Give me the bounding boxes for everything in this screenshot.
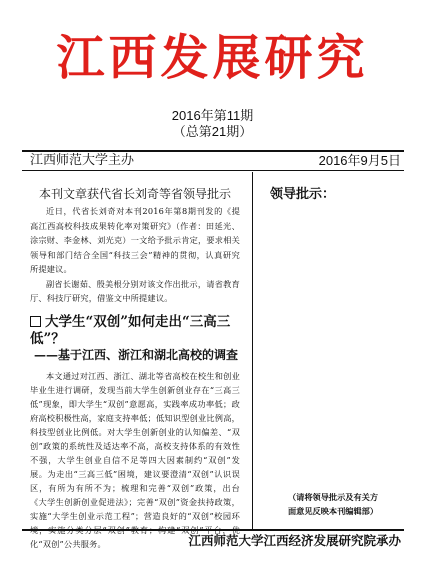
notice-paragraph-2: 副省长谢茹、殷美根分别对该文作出批示，请省教育厅、科技厅研究，借鉴文中所提建议。 <box>30 278 240 303</box>
checkbox-square-icon <box>30 316 41 327</box>
masthead-title: 江西发展研究 <box>56 30 369 86</box>
leader-instruction-title: 领导批示： <box>270 187 336 202</box>
notice-heading: 本刊文章获代省长刘奇等省领导批示 <box>38 187 231 201</box>
footer-rule <box>22 529 404 531</box>
footer-organizer: 江西师范大学江西经济发展研究院承办 <box>188 533 401 548</box>
note-line-2: 面意见反映本刊编辑部） <box>287 506 379 516</box>
article-subtitle: ——基于江西、浙江和湖北高校的调查 <box>34 347 239 362</box>
article-body: 本文通过对江西、浙江、湖北等省高校在校生和创业毕业生进行调研，发现当前大学生创新创业存在“三高三低”现象，即大学生“双创”意愿高，实践率成功率低；政府高校积极性高，家庭支持率低；低知识型创业比例高，科技型创业比例低。对大学生创新创业的认知偏差、“双创”政策的系统性及适达率不高，高校支持体系的有效性不强，大学生创业自信不足等四大因素制约“双创”发展。为走出“三高三低”困境，建议要澄清“双创”认识误区，有所为有所不为；梳理和完善“双创”政策，出台《大学生创新创业促进法》；完善“双创”资金扶持政策，实施“大学生创业示范工程”；营造良好的“双创”校园环 化“双创”公共服务。 <box>30 370 240 549</box>
article-title <box>30 314 240 348</box>
header-rule-bottom <box>22 170 404 171</box>
column-divider <box>252 172 253 529</box>
leader-instruction-column <box>262 178 404 526</box>
publication-date: 2016年9月5日 <box>318 153 401 168</box>
article-title-text: 大学生“双创”如何走出“三高三低”？ <box>30 313 231 347</box>
note-line-1: （请将领导批示及有关方 <box>287 492 379 502</box>
publisher: 江西师范大学主办 <box>30 153 135 168</box>
leader-instruction-note <box>262 490 404 518</box>
notice-paragraph-1: 近日，代省长刘奇对本刊2016年第8期刊发的《提高江西高校科技成果转化率对策研究》（作者：田延光、涂宗财、李金林、刘光克）一文给予批示肯定，要求相关领导和部门结合全国“科技三会”精神的贯彻，认真研究所提建议。 <box>30 206 240 274</box>
main-column <box>30 178 240 551</box>
issue-total: （总第21期） <box>172 124 253 139</box>
issue-number: 2016年第11期 <box>171 108 254 123</box>
